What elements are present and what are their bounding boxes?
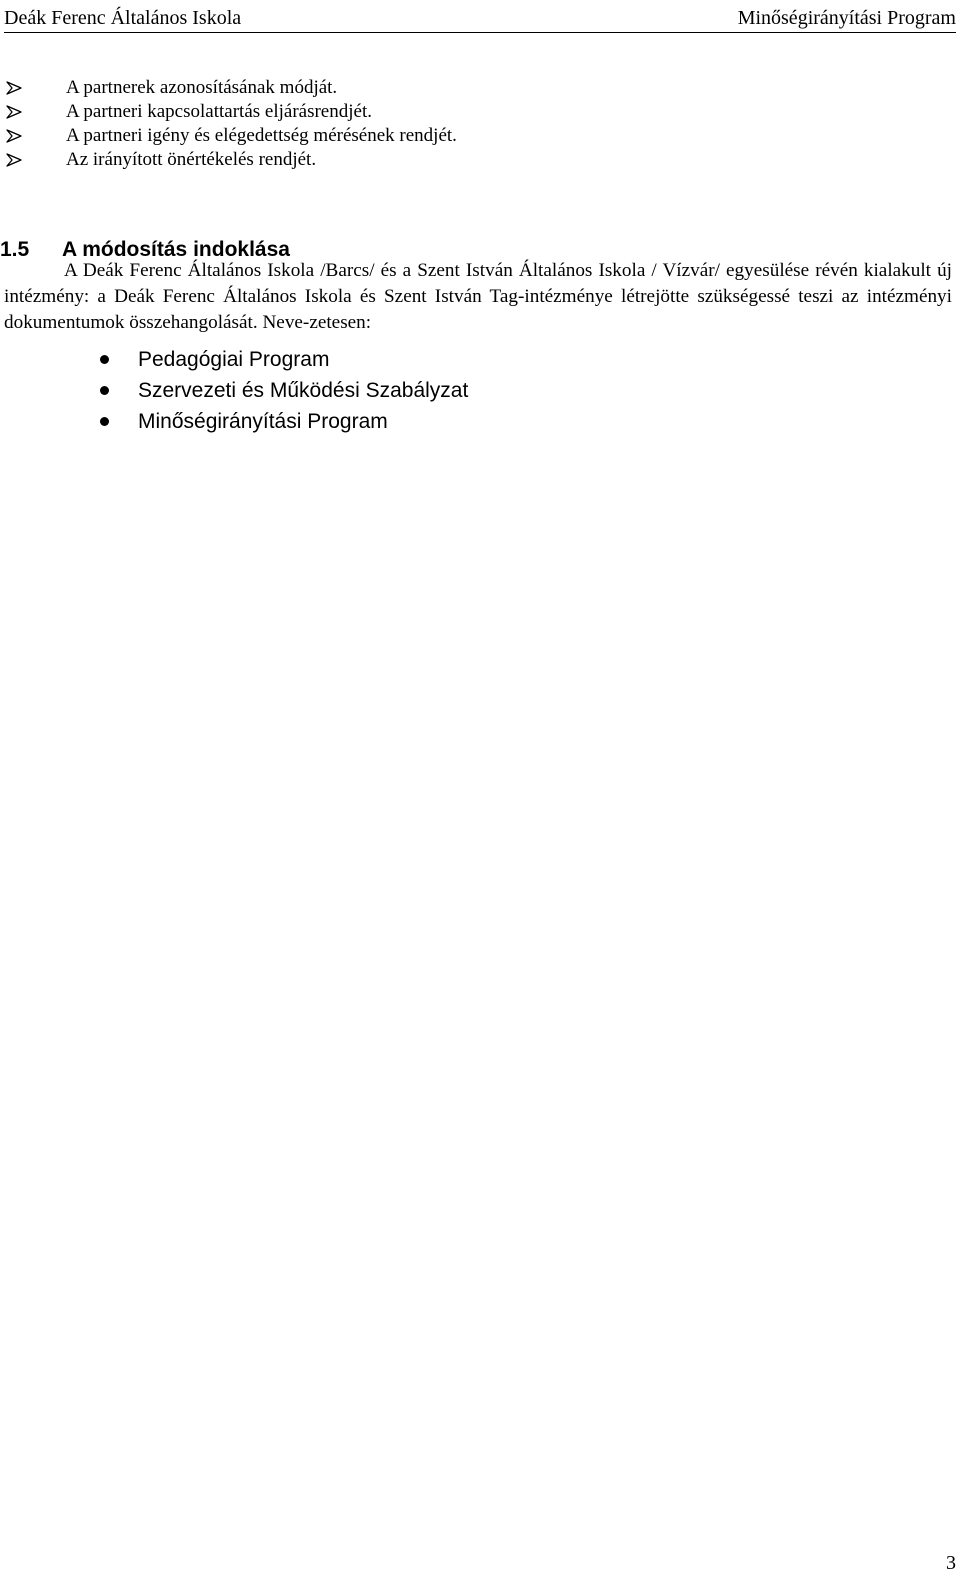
list-item-text: A partneri igény és elégedettség mérésének rendjét.	[66, 125, 457, 146]
arrow-bullet-icon	[6, 129, 22, 143]
bullet-dot-icon	[100, 386, 109, 395]
list-item-text: Pedagógiai Program	[138, 348, 330, 371]
page-header	[4, 4, 956, 33]
list-item	[6, 124, 457, 148]
body-paragraph: A Deák Ferenc Általános Iskola /Barcs/ és a Szent István Általános Iskola / Vízvár/ egyesülése révén kialakult új intézmény: a Deák Ferenc Általános Iskola és Szent István Tag-intézménye létrejötte szükségessé teszi az intézményi dokumentumok összehangolását. Neve-zetesen:	[4, 260, 952, 333]
arrow-bullet-icon	[6, 81, 22, 95]
bullet-list	[100, 344, 468, 437]
list-item-text: Szervezeti és Működési Szabályzat	[138, 379, 469, 402]
arrow-bullet-icon	[6, 153, 22, 167]
arrow-bullet-icon	[6, 105, 22, 119]
bullet-dot-icon	[100, 417, 109, 426]
list-item	[100, 375, 468, 406]
section-title: A módosítás indoklása	[62, 238, 290, 262]
arrow-list	[6, 76, 457, 172]
list-item	[6, 76, 457, 100]
section-number: 1.5	[0, 238, 30, 262]
list-item-text: A partnerek azonosításának módját.	[66, 77, 338, 98]
bullet-dot-icon	[100, 355, 109, 364]
header-document-title: Minőségirányítási Program	[737, 7, 956, 29]
list-item	[100, 344, 468, 375]
list-item-text: Minőségirányítási Program	[138, 410, 388, 433]
list-item	[6, 148, 457, 172]
page-number: 3	[946, 1552, 956, 1574]
list-item-text: Az irányított önértékelés rendjét.	[66, 149, 317, 170]
header-school-name: Deák Ferenc Általános Iskola	[4, 7, 242, 29]
list-item	[6, 100, 457, 124]
list-item	[100, 406, 468, 437]
list-item-text: A partneri kapcsolattartás eljárásrendjét.	[66, 101, 372, 122]
